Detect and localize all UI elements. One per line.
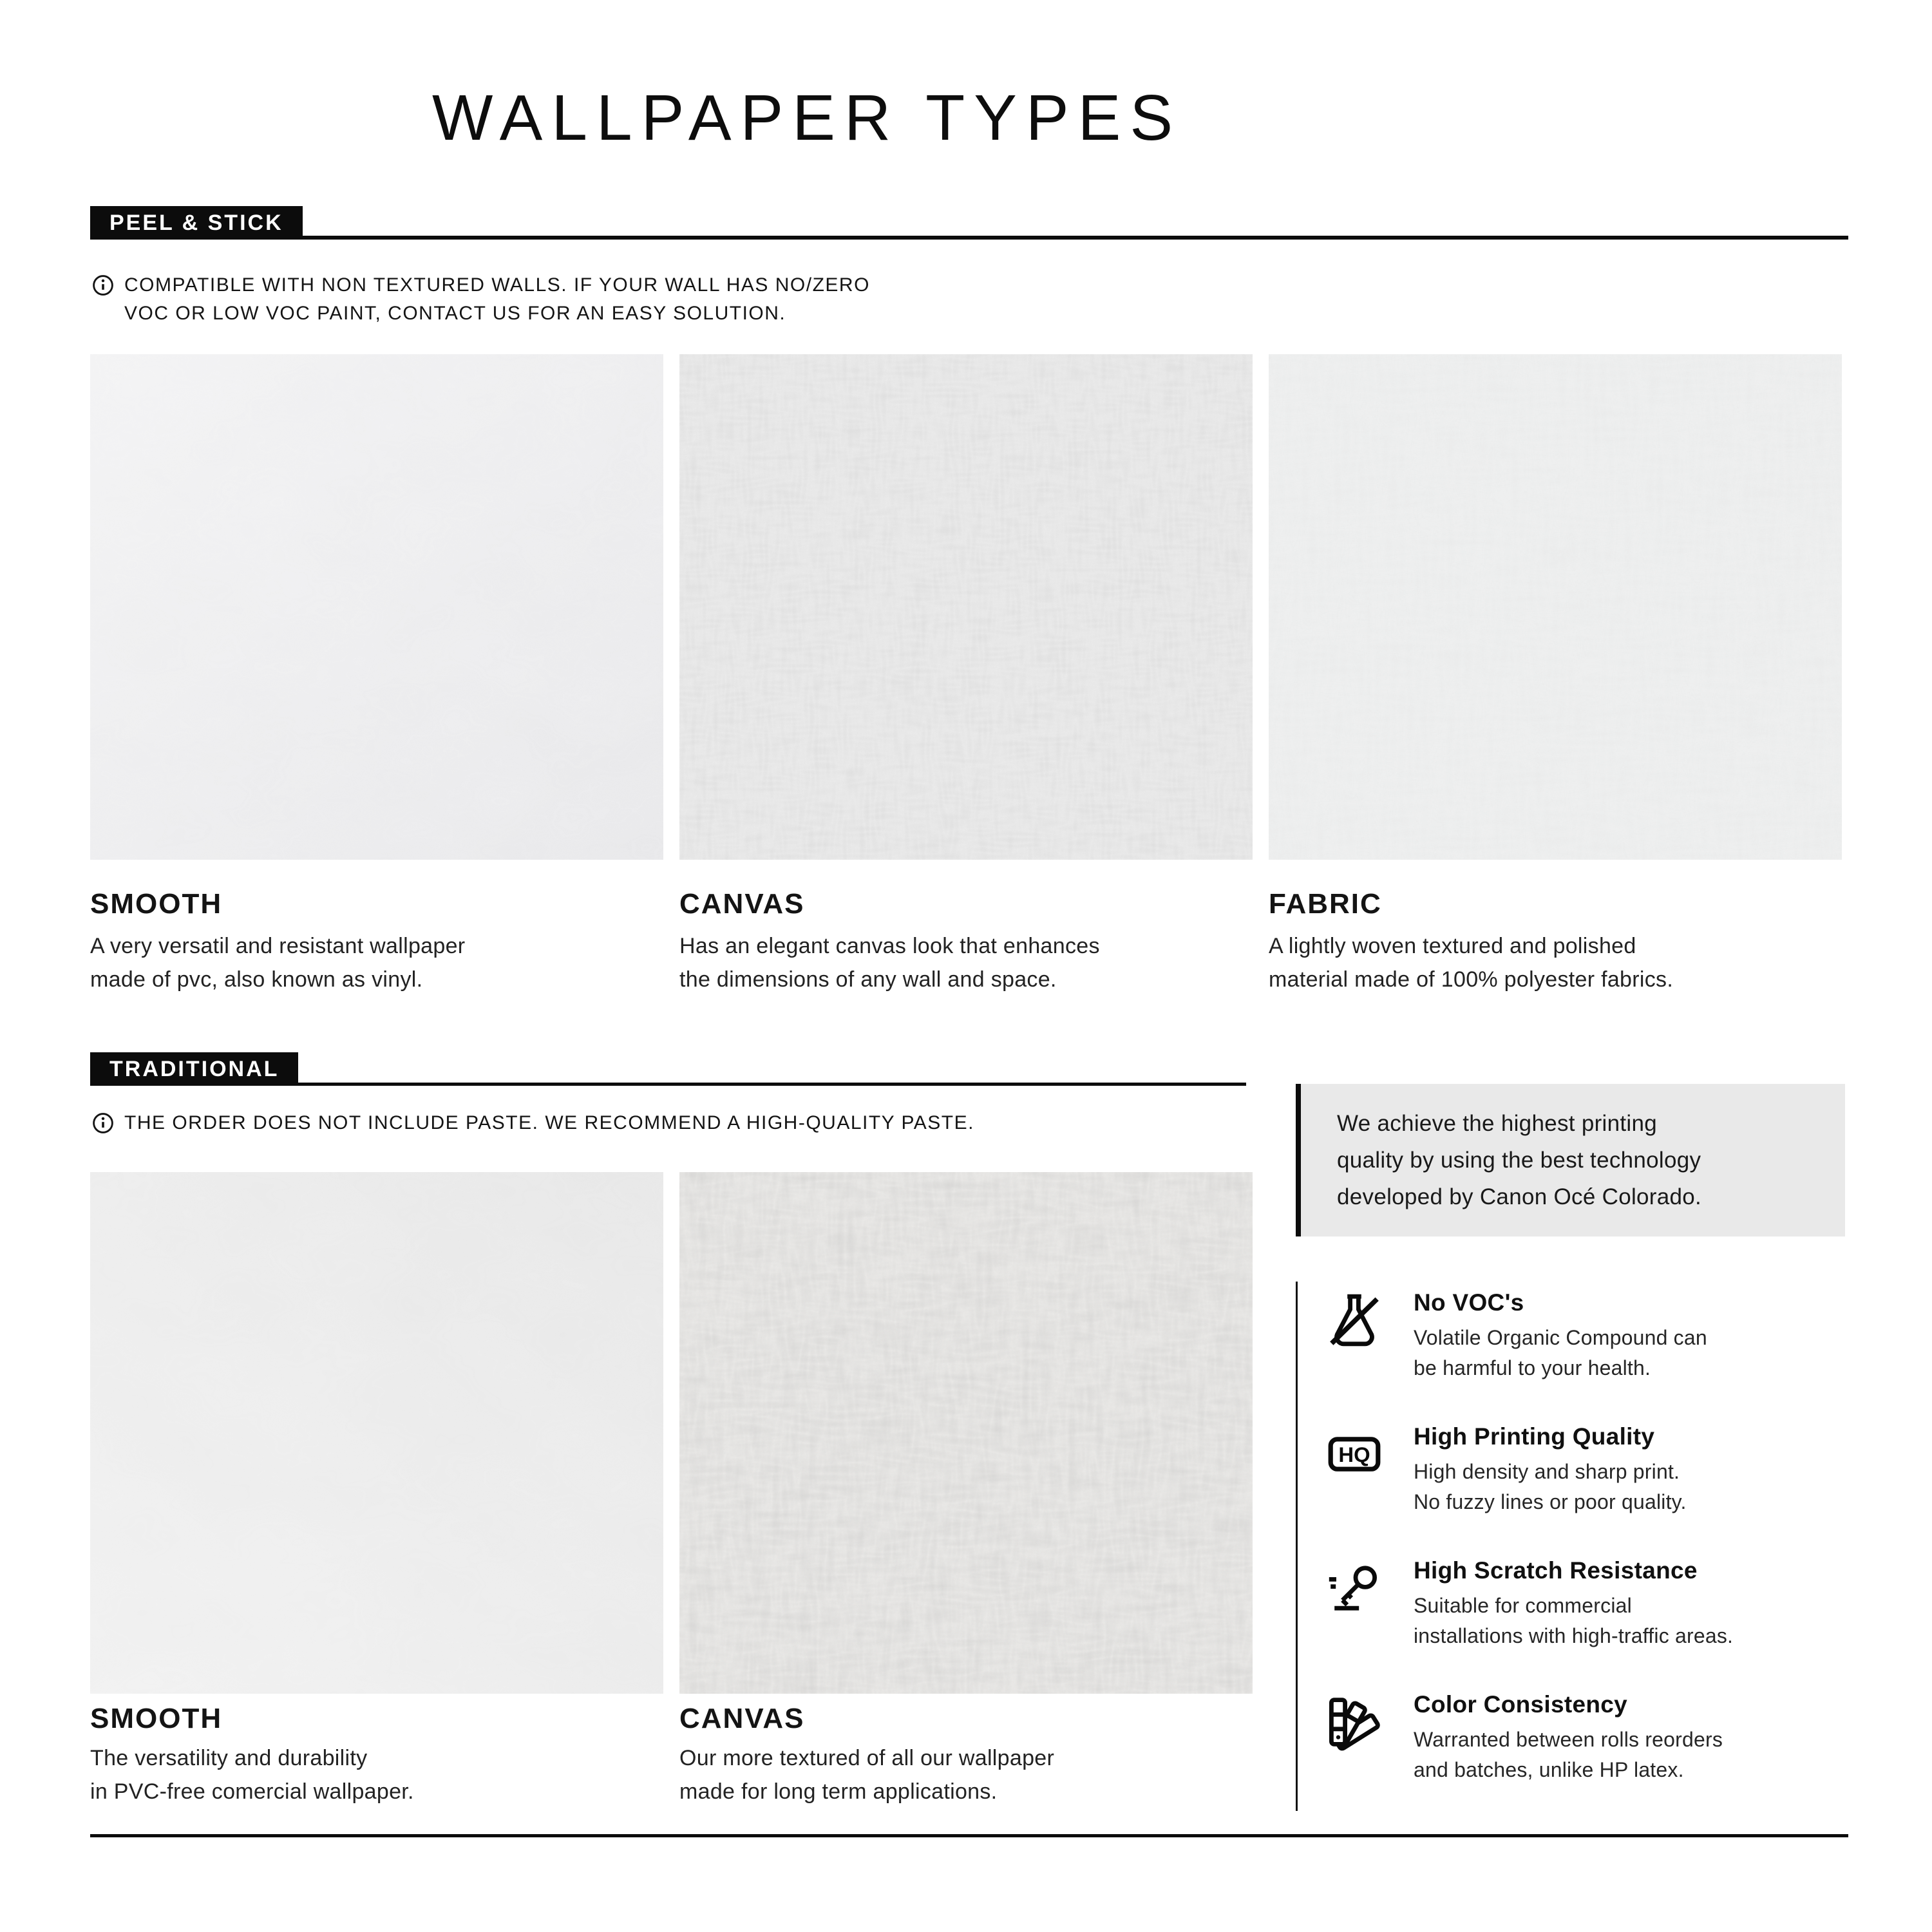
- svg-text:HQ: HQ: [1338, 1443, 1370, 1466]
- feature-text: [1414, 1423, 1687, 1517]
- texture-canvas-traditional: [679, 1172, 1253, 1694]
- swatch-desc-line: made of pvc, also known as vinyl.: [90, 967, 423, 992]
- texture-image: [90, 1172, 663, 1694]
- texture-image: [679, 354, 1253, 860]
- swatch-desc-line: A lightly woven textured and polished: [1269, 934, 1636, 958]
- feature-desc-line: Volatile Organic Compound can: [1414, 1326, 1707, 1349]
- swatch-card-peel-smooth: [90, 354, 663, 996]
- feature-desc-line: No fuzzy lines or poor quality.: [1414, 1490, 1687, 1513]
- printing-quality-callout: [1296, 1084, 1845, 1236]
- page-title: WALLPAPER TYPES: [431, 82, 1182, 154]
- callout-line: developed by Canon Océ Colorado.: [1337, 1184, 1702, 1209]
- callout-line: We achieve the highest printing: [1337, 1111, 1658, 1136]
- section-header-peel-stick: PEEL & STICK: [90, 206, 303, 240]
- feature-desc-line: Warranted between rolls reorders: [1414, 1728, 1723, 1751]
- note-line: THE ORDER DOES NOT INCLUDE PASTE. WE RECOMMEND A HIGH-QUALITY PASTE.: [124, 1112, 974, 1133]
- hq-badge-icon: [1323, 1423, 1385, 1485]
- feature-color-consistency: [1323, 1691, 1845, 1785]
- note-line: COMPATIBLE WITH NON TEXTURED WALLS. IF YOUR WALL HAS NO/ZERO: [124, 274, 870, 296]
- feature-list: [1296, 1282, 1845, 1811]
- texture-image: [90, 354, 663, 860]
- feature-title: Color Consistency: [1414, 1691, 1627, 1718]
- feature-desc-line: High density and sharp print.: [1414, 1460, 1680, 1483]
- peel-stick-divider: [90, 236, 1848, 240]
- swatch-desc-line: made for long term applications.: [679, 1779, 998, 1804]
- swatch-card-trad-canvas: [679, 1172, 1253, 1808]
- swatch-card-peel-canvas: [679, 354, 1253, 996]
- feature-title: High Printing Quality: [1414, 1423, 1655, 1450]
- feature-text: [1414, 1289, 1707, 1383]
- traditional-swatch-row: [90, 1172, 1253, 1808]
- section-header-traditional: TRADITIONAL: [90, 1052, 298, 1086]
- texture-canvas-peel: [679, 354, 1253, 860]
- swatch-desc-line: The versatility and durability: [90, 1746, 368, 1770]
- swatch-card-trad-smooth: [90, 1172, 663, 1808]
- feature-text: [1414, 1557, 1733, 1651]
- swatch-desc-line: A very versatil and resistant wallpaper: [90, 934, 466, 958]
- feature-scratch-resistance: [1323, 1557, 1845, 1651]
- feature-title: High Scratch Resistance: [1414, 1557, 1698, 1584]
- info-icon: [91, 274, 115, 297]
- feature-desc-line: installations with high-traffic areas.: [1414, 1624, 1734, 1647]
- swatch-desc-line: in PVC-free comercial wallpaper.: [90, 1779, 414, 1804]
- no-voc-flask-icon: [1323, 1289, 1385, 1351]
- peel-stick-swatch-row: [90, 354, 1842, 996]
- swatch-desc-line: the dimensions of any wall and space.: [679, 967, 1057, 992]
- feature-high-printing-quality: [1323, 1423, 1845, 1517]
- swatch-name: CANVAS: [679, 888, 805, 920]
- bottom-divider: [90, 1834, 1848, 1837]
- info-icon: [91, 1112, 115, 1135]
- swatch-name: SMOOTH: [90, 1703, 223, 1734]
- texture-image: [1269, 354, 1842, 860]
- traditional-note: [91, 1109, 974, 1137]
- texture-smooth-traditional: [90, 1172, 663, 1694]
- swatch-desc-line: Has an elegant canvas look that enhances: [679, 934, 1100, 958]
- feature-text: [1414, 1691, 1723, 1785]
- swatch-name: SMOOTH: [90, 888, 223, 920]
- callout-line: quality by using the best technology: [1337, 1148, 1701, 1173]
- feature-desc-line: and batches, unlike HP latex.: [1414, 1758, 1684, 1781]
- swatch-name: FABRIC: [1269, 888, 1382, 920]
- swatch-name: CANVAS: [679, 1703, 805, 1734]
- feature-no-voc: [1323, 1289, 1845, 1383]
- texture-image: [679, 1172, 1253, 1694]
- texture-smooth-peel: [90, 354, 663, 860]
- swatch-desc-line: material made of 100% polyester fabrics.: [1269, 967, 1674, 992]
- swatch-card-peel-fabric: [1269, 354, 1842, 996]
- color-swatches-icon: [1323, 1691, 1385, 1753]
- feature-desc-line: Suitable for commercial: [1414, 1594, 1632, 1617]
- scratch-key-icon: [1323, 1557, 1385, 1619]
- peel-stick-note: [91, 271, 870, 328]
- swatch-desc-line: Our more textured of all our wallpaper: [679, 1746, 1055, 1770]
- texture-fabric-peel: [1269, 354, 1842, 860]
- feature-title: No VOC's: [1414, 1289, 1524, 1316]
- feature-desc-line: be harmful to your health.: [1414, 1356, 1651, 1379]
- note-line: VOC OR LOW VOC PAINT, CONTACT US FOR AN EASY SOLUTION.: [124, 303, 786, 324]
